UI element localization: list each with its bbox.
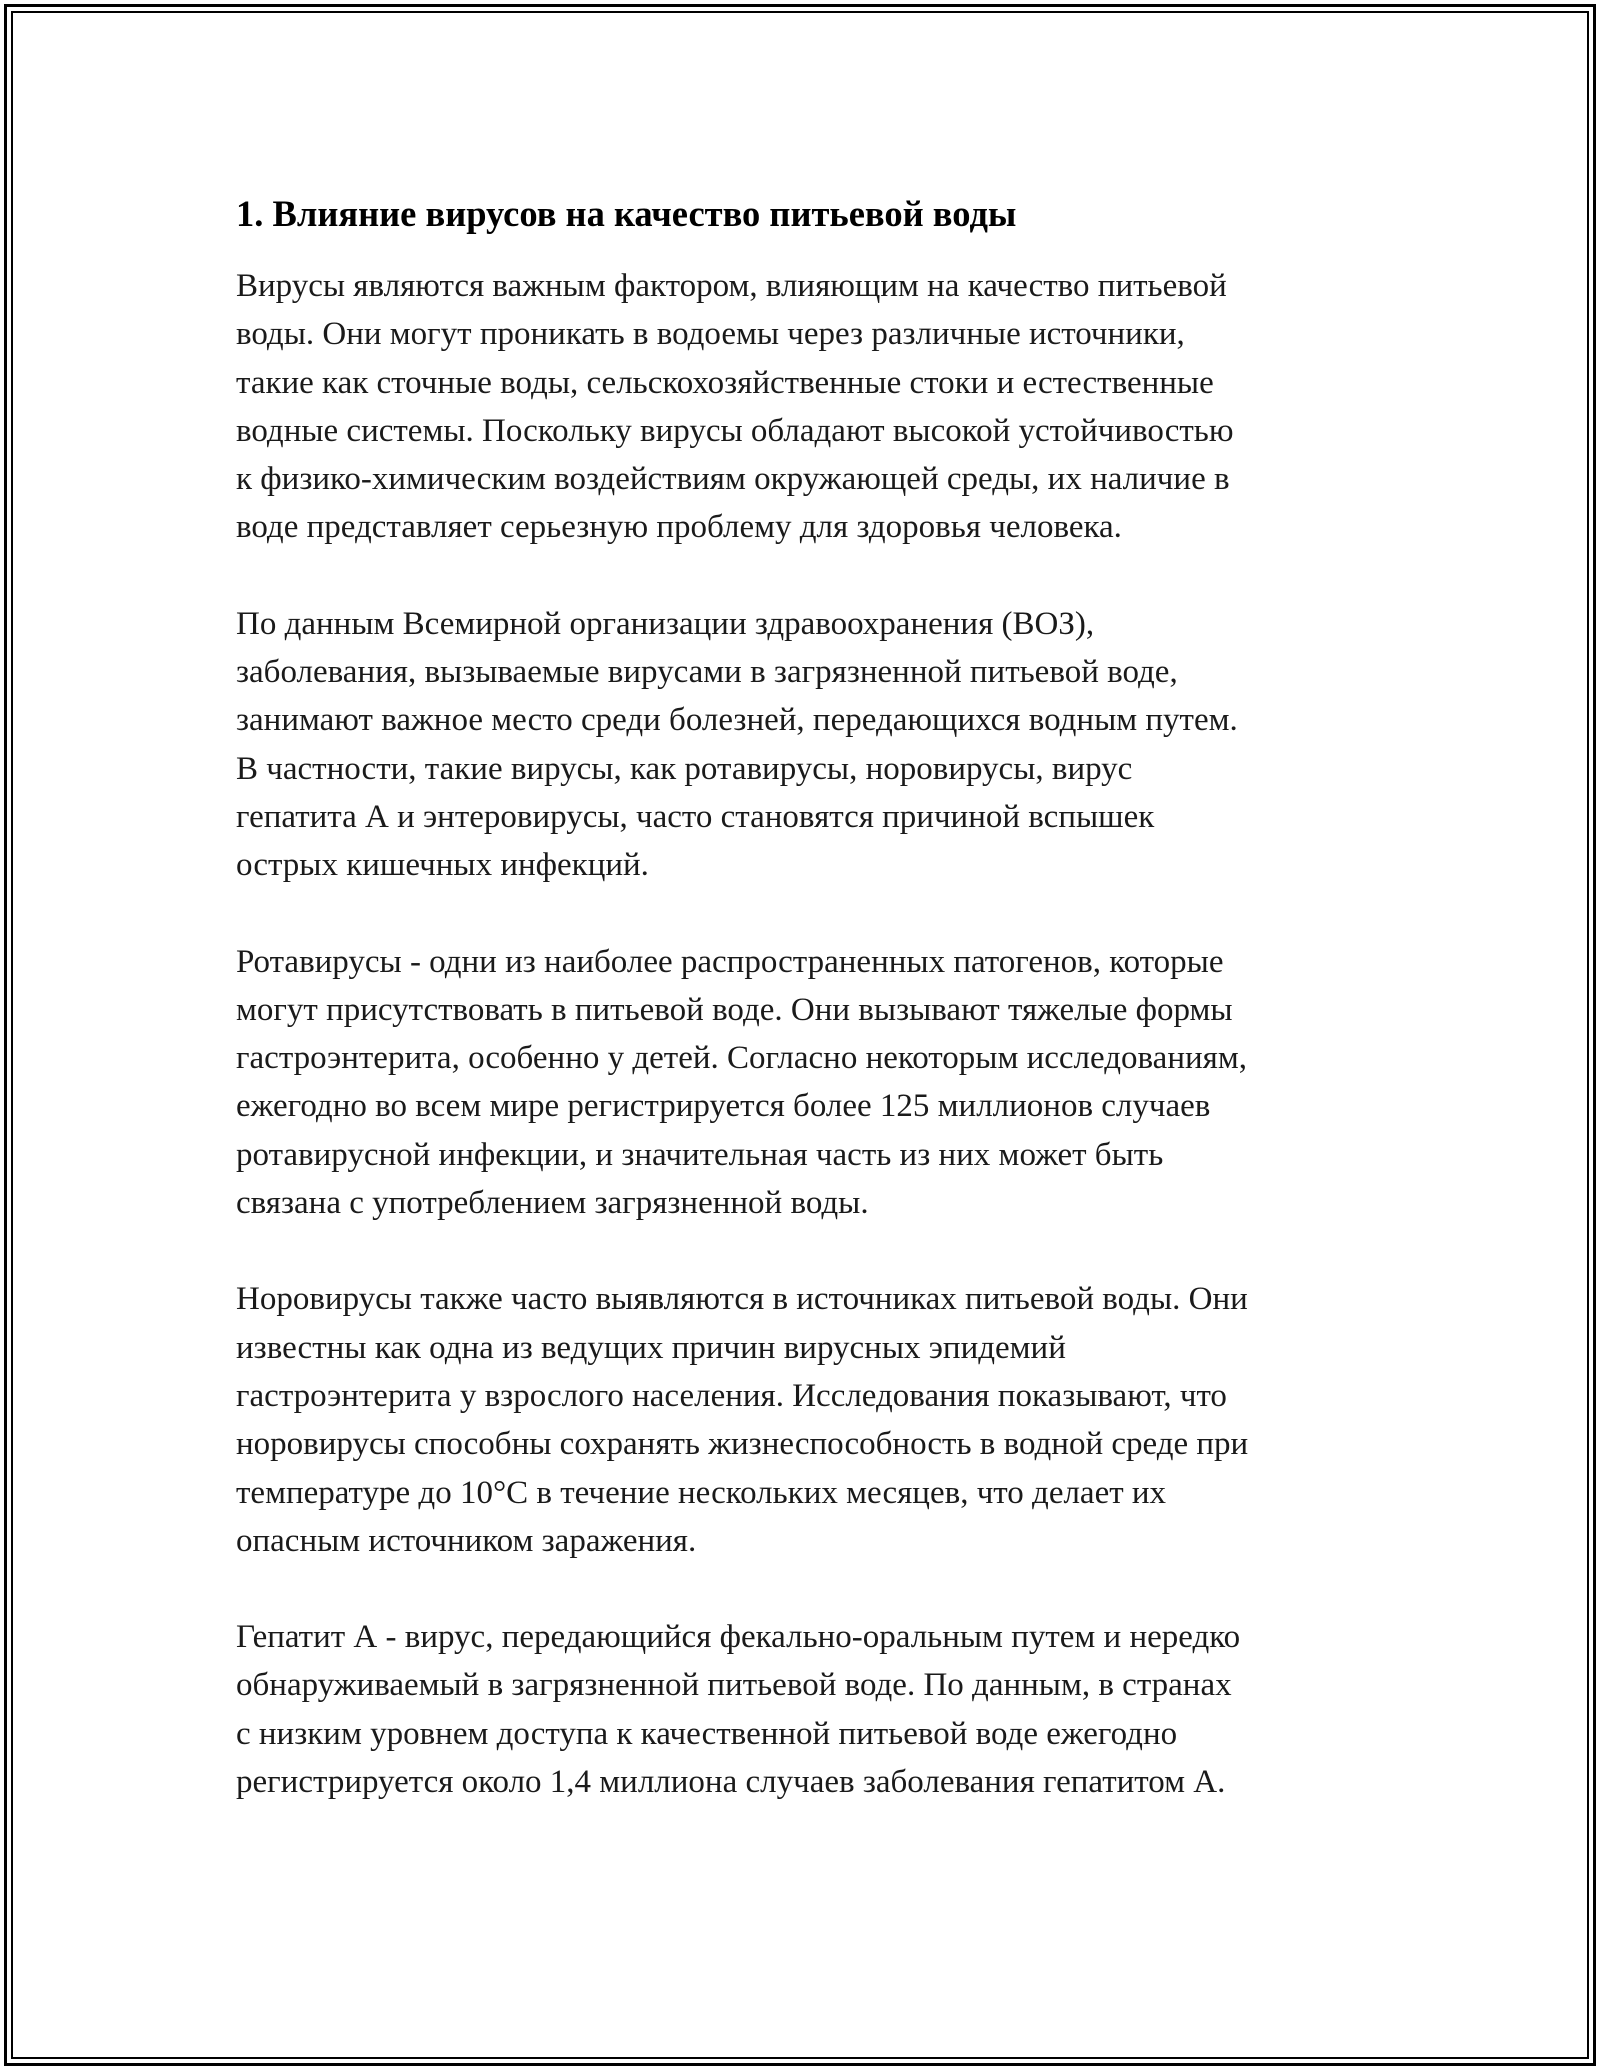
- paragraph-line: По данным Всемирной организации здравоохранения (ВОЗ),: [236, 605, 1095, 642]
- paragraph-line: В частности, такие вирусы, как ротавирусы, норовирусы, вирус: [236, 750, 1133, 787]
- paragraph-line: гепатита А и энтеровирусы, часто становятся причиной вспышек: [236, 798, 1155, 835]
- paragraph-who: [236, 600, 1366, 890]
- paragraph-line: Ротавирусы - одни из наиболее распространенных патогенов, которые: [236, 943, 1224, 980]
- paragraph-line: воде представляет серьезную проблему для здоровья человека.: [236, 509, 1122, 546]
- paragraph-line: опасным источником заражения.: [236, 1522, 697, 1559]
- paragraph-line: Гепатит А - вирус, передающийся фекально-оральным путем и нередко: [236, 1619, 1241, 1656]
- paragraph-line: занимают важное место среди болезней, передающихся водным путем.: [236, 702, 1238, 739]
- paragraph-line: с низким уровнем доступа к качественной питьевой воде ежегодно: [236, 1715, 1178, 1752]
- paragraph-line: к физико-химическим воздействиям окружающей среды, их наличие в: [236, 461, 1230, 498]
- paragraph-line: острых кишечных инфекций.: [236, 847, 649, 884]
- paragraph-line: могут присутствовать в питьевой воде. Они вызывают тяжелые формы: [236, 991, 1233, 1028]
- section-heading: 1. Влияние вирусов на качество питьевой воды: [236, 193, 1017, 234]
- paragraph-line: Норовирусы также часто выявляются в источниках питьевой воды. Они: [236, 1281, 1248, 1318]
- paragraph-line: гастроэнтерита, особенно у детей. Согласно некоторым исследованиям,: [236, 1040, 1247, 1077]
- paragraph-line: обнаруживаемый в загрязненной питьевой воде. По данным, в странах: [236, 1667, 1232, 1704]
- paragraph-line: гастроэнтерита у взрослого населения. Исследования показывают, что: [236, 1377, 1227, 1414]
- paragraph-line: такие как сточные воды, сельскохозяйственные стоки и естественные: [236, 364, 1214, 401]
- paragraph-line: ежегодно во всем мире регистрируется более 125 миллионов случаев: [236, 1088, 1211, 1125]
- paragraph-line: норовирусы способны сохранять жизнеспособность в водной среде при: [236, 1426, 1249, 1463]
- paragraph-hepatitis-a: [236, 1613, 1366, 1806]
- paragraph-line: водные системы. Поскольку вирусы обладают высокой устойчивостью: [236, 412, 1234, 449]
- paragraph-line: воды. Они могут проникать в водоемы через различные источники,: [236, 316, 1185, 353]
- paragraph-line: известны как одна из ведущих причин вирусных эпидемий: [236, 1329, 1066, 1366]
- paragraph-line: связана с употреблением загрязненной воды.: [236, 1185, 869, 1222]
- paragraph-rotavirus: [236, 938, 1366, 1228]
- paragraph-line: регистрируется около 1,4 миллиона случаев заболевания гепатитом А.: [236, 1764, 1226, 1801]
- paragraph-norovirus: [236, 1275, 1366, 1565]
- paragraph-line: температуре до 10°C в течение нескольких месяцев, что делает их: [236, 1474, 1167, 1511]
- paragraph-line: Вирусы являются важным фактором, влияющим на качество питьевой: [236, 268, 1227, 304]
- paragraph-line: ротавирусной инфекции, и значительная часть из них может быть: [236, 1136, 1164, 1173]
- paragraph-line: заболевания, вызываемые вирусами в загрязненной питьевой воде,: [236, 654, 1178, 691]
- document-body: [236, 188, 1366, 1854]
- paragraph-intro: [236, 262, 1366, 552]
